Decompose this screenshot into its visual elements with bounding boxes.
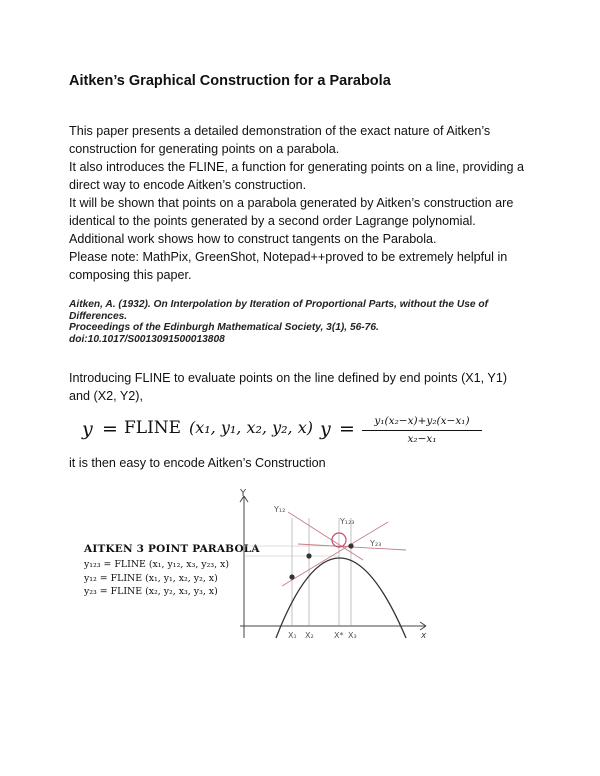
x-axis-arrow [420, 626, 426, 630]
formula-fraction-bar [362, 430, 482, 431]
abstract-line: construction for generating points on a parabola. [69, 142, 340, 156]
point-p1 [289, 574, 294, 579]
formula-rhs-y: y [320, 418, 331, 440]
citation-doi[interactable]: doi:10.1017/S0013091500013808 [69, 333, 225, 345]
aitken-sketch [228, 488, 438, 648]
abstract-line: It also introduces the FLINE, a function for generating points on a line, providing a [69, 160, 525, 174]
abstract-line: Additional work shows how to construct tangents on the Parabola. [69, 232, 437, 246]
citation-line: Proceedings of the Edinburgh Mathematical Society, 3(1), 56-76. [69, 322, 379, 333]
abstract-line: Please note: MathPix, GreenShot, Notepad++proved to be extremely helpful in [69, 250, 508, 264]
formula-equals: = [102, 418, 118, 440]
label-y12: Y₁₂ [274, 505, 286, 514]
point-p3 [348, 543, 353, 548]
point-p2 [306, 553, 311, 558]
abstract-line: direct way to encode Aitken’s construction. [69, 178, 307, 192]
abstract-paragraph [69, 122, 539, 284]
formula-numerator: y₁(x₂−x)+y₂(x−x₁) [374, 415, 470, 427]
abstract-line: composing this paper. [69, 268, 192, 282]
formula-args: (x₁, y₁, x₂, y₂, x) [189, 418, 313, 437]
formula-denominator: x₂−x₁ [407, 433, 437, 445]
tick-x1: X₁ [288, 631, 297, 640]
intro-line: and (X2, Y2), [69, 389, 143, 403]
aitken-eq-y123: y₁₂₃ = FLINE (x₁, y₁₂, x₃, y₂₃, x) [84, 559, 230, 570]
x-axis-label: x [421, 631, 427, 641]
formula-equals-2: = [339, 418, 355, 440]
formula-lhs-y: y [82, 418, 93, 440]
citation-line: Aitken, A. (1932). On Interpolation by Iteration of Proportional Parts, without the Use of [69, 299, 489, 310]
label-y23: Y₂₃ [370, 539, 382, 548]
fline-formula [82, 412, 512, 452]
fline-intro [69, 369, 539, 405]
abstract-line: identical to the points generated by a second order Lagrange polynomial. [69, 214, 476, 228]
citation-line: Differences. [69, 310, 128, 322]
aitken-heading: AITKEN 3 POINT PARABOLA [84, 543, 260, 555]
label-y123: Y₁₂₃ [340, 517, 355, 526]
abstract-line: It will be shown that points on a parabola generated by Aitken’s construction are [69, 196, 514, 210]
y-axis-label: Y [240, 488, 247, 499]
tick-x3: X₃ [348, 631, 357, 640]
paper-title: Aitken’s Graphical Construction for a Parabola [69, 73, 391, 89]
aitken-eq-y12: y₁₂ = FLINE (x₁, y₁, x₂, y₂, x) [84, 572, 218, 584]
x-axis-arrow [420, 622, 426, 626]
formula-fline: FLINE [124, 418, 182, 438]
tick-x2: X₂ [305, 631, 314, 640]
intro-line: Introducing FLINE to evaluate points on the line defined by end points (X1, Y1) [69, 371, 508, 385]
tick-xstar: X* [334, 631, 344, 640]
citation-block [69, 299, 539, 345]
line-y12 [282, 522, 388, 586]
aitken-eq-y23: y₂₃ = FLINE (x₂, y₂, x₃, y₃, x) [84, 586, 218, 597]
easy-encode-text: it is then easy to encode Aitken’s Construction [69, 456, 326, 470]
abstract-line: This paper presents a detailed demonstration of the exact nature of Aitken’s [69, 124, 491, 138]
